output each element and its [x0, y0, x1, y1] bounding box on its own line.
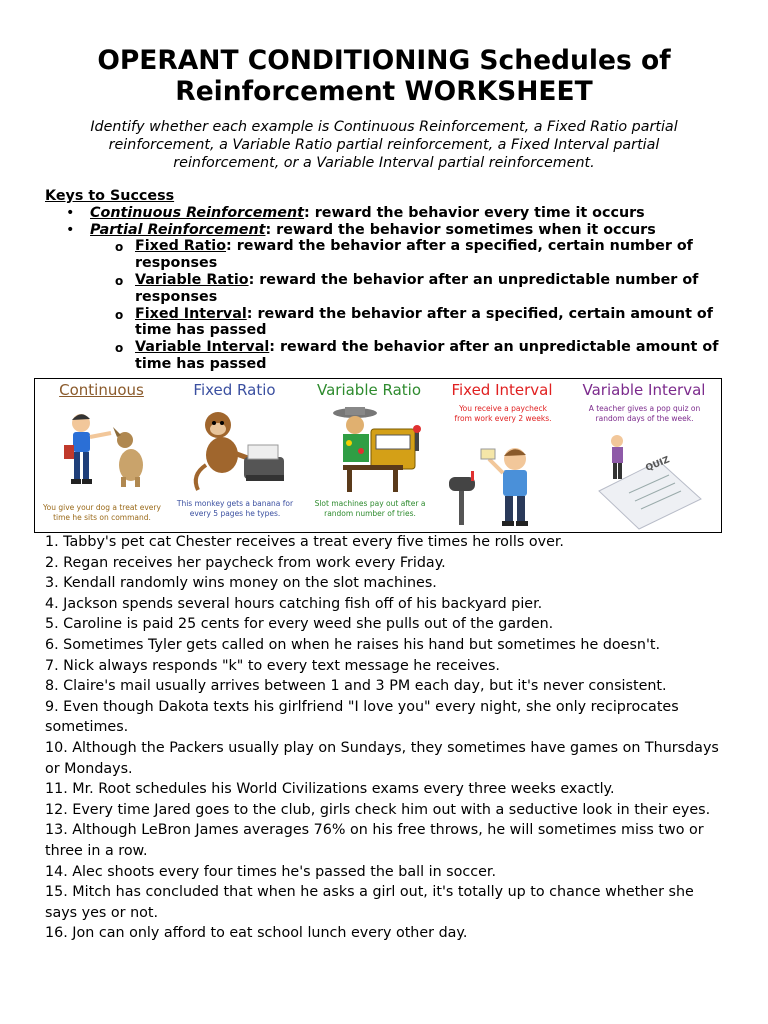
page-title: OPERANT CONDITIONING Schedules of Reinforcement WORKSHEET: [97, 45, 671, 107]
question-item: 6. Sometimes Tyler gets called on when he raises his hand but sometimes he doesn't.: [45, 636, 661, 653]
schedules-banner: [34, 378, 722, 533]
question-list: [45, 532, 725, 944]
key-variable-ratio: [45, 272, 725, 306]
question-item: 13. Although LeBron James averages 76% on his free throws, he will sometimes miss two or three in a row.: [45, 822, 704, 859]
panel-caption: A teacher gives a pop quiz on random days of the week.: [588, 404, 701, 423]
key-variable-interval: [45, 339, 725, 373]
key-continuous: [45, 205, 725, 222]
boy-and-dog-illustration: [53, 405, 153, 500]
question-item: 8. Claire's mail usually arrives between 1 and 3 PM each day, but it's never consistent.: [45, 678, 667, 695]
panel-title: Variable Ratio: [316, 381, 421, 399]
panel-continuous: [35, 379, 168, 532]
panel-title: Continuous: [59, 381, 144, 399]
question-item: 12. Every time Jared goes to the club, girls check him out with a seductive look in their eyes.: [45, 801, 711, 818]
question-item: 10. Although the Packers usually play on Sundays, they sometimes have games on Thursdays or Mondays.: [45, 739, 719, 777]
key-term: Fixed Ratio: [135, 238, 227, 255]
question-item: 2. Regan receives her paycheck from work every Friday.: [45, 554, 446, 571]
question-item: 1. Tabby's pet cat Chester receives a treat every five times he rolls over.: [45, 534, 564, 550]
key-definition: : reward the behavior every time it occurs: [304, 204, 645, 221]
key-definition: : reward the behavior after an unpredictable number of responses: [135, 271, 699, 305]
keys-heading: Keys to Success: [45, 188, 175, 204]
question-item: 7. Nick always responds "k" to every text message he receives.: [45, 657, 500, 674]
panel-fixed-interval: [437, 379, 567, 532]
panel-variable-ratio: [301, 379, 437, 532]
question-item: 16. Jon can only afford to eat school lunch every other day.: [45, 925, 468, 942]
panel-fixed-ratio: [168, 379, 301, 532]
key-fixed-ratio: [45, 238, 725, 272]
panel-title: Fixed Ratio: [193, 381, 276, 399]
key-definition: : reward the behavior after a specified, certain number of responses: [135, 238, 693, 272]
key-definition: : reward the behavior after a specified, certain amount of time has passed: [135, 305, 713, 339]
panel-title: Variable Interval: [582, 381, 706, 399]
key-term: Variable Ratio: [135, 271, 249, 288]
question-item: 14. Alec shoots every four times he's passed the ball in soccer.: [45, 863, 496, 880]
key-definition: : reward the behavior sometimes when it occurs: [265, 221, 656, 238]
question-item: 11. Mr. Root schedules his World Civilizations exams every three weeks exactly.: [45, 781, 615, 798]
key-definition: : reward the behavior after an unpredictable amount of time has passed: [135, 339, 719, 372]
key-fixed-interval: [45, 306, 725, 340]
question-item: 5. Caroline is paid 25 cents for every weed she pulls out of the garden.: [45, 616, 554, 633]
instructions: Identify whether each example is Continuous Reinforcement, a Fixed Ratio partial reinforcement, a Variable Ratio partial reinforcement, a Fixed Interval partial reinforcement, or a Variable Interval partial reinforcement.: [90, 119, 678, 171]
key-term: Continuous Reinforcement: [90, 204, 305, 221]
monkey-typewriter-illustration: [186, 405, 291, 495]
pop-quiz-illustration: [589, 431, 709, 531]
panel-caption: Slot machines pay out after a random number of tries.: [314, 499, 426, 518]
panel-caption: This monkey gets a banana for every 5 pages he types.: [176, 499, 294, 518]
panel-caption: You give your dog a treat every time he sits on command.: [43, 503, 161, 522]
question-item: 3. Kendall randomly wins money on the slot machines.: [45, 575, 437, 592]
key-term: Fixed Interval: [135, 305, 247, 322]
question-item: 15. Mitch has concluded that when he asks a girl out, it's totally up to chance whether she says yes or not.: [45, 884, 694, 921]
quiz-label: QUIZ: [644, 455, 672, 474]
panel-title: Fixed Interval: [451, 381, 553, 399]
question-item: 9. Even though Dakota texts his girlfriend "I love you" every night, she only reciprocates sometimes.: [45, 698, 679, 736]
key-partial: [45, 222, 725, 239]
panel-caption: You receive a paycheck from work every 2 weeks.: [454, 404, 552, 423]
mailbox-paycheck-illustration: [445, 437, 560, 532]
keys-to-success: [45, 188, 725, 373]
slot-machine-illustration: [315, 405, 425, 495]
question-item: 4. Jackson spends several hours catching fish off of his backyard pier.: [45, 595, 543, 612]
keys-list: [45, 205, 725, 373]
key-term: Partial Reinforcement: [90, 221, 266, 238]
key-term: Variable Interval: [135, 339, 270, 356]
panel-variable-interval: [567, 379, 721, 532]
